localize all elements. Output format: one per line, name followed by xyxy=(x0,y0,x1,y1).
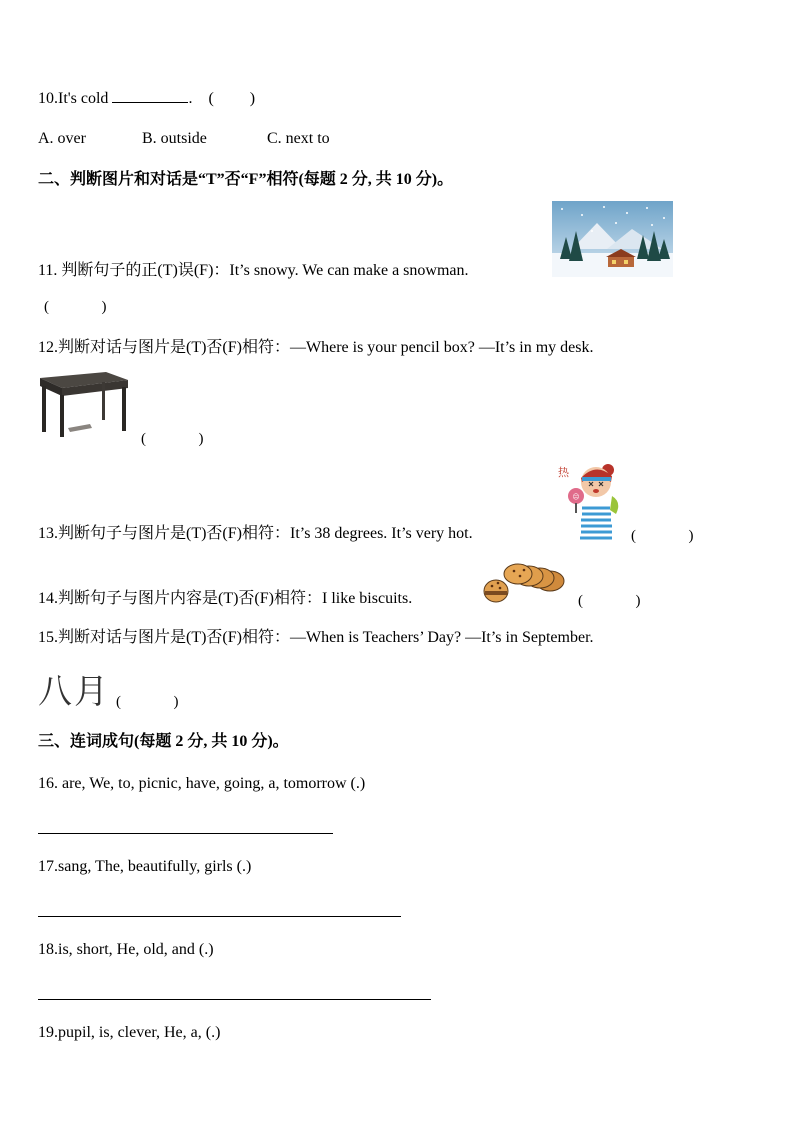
answer-line[interactable] xyxy=(38,999,431,1000)
section-2-title: 二、判断图片和对话是“T”否“F”相符(每题 2 分, 共 10 分)。 xyxy=(38,171,454,188)
question-10-options xyxy=(38,129,330,149)
question-12-text: 12.判断对话与图片是(T)否(F)相符：—Where is your pencil box? —It’s in my desk. xyxy=(38,339,594,356)
question-13-text: 13.判断句子与图片是(T)否(F)相符：It’s 38 degrees. It’s very hot. xyxy=(38,525,473,542)
question-18-text: 18.is, short, He, old, and (.) xyxy=(38,941,214,958)
option-a[interactable]: A. over xyxy=(38,130,86,147)
question-17-text: 17.sang, The, beautifully, girls (.) xyxy=(38,858,252,875)
desk-image xyxy=(38,368,130,438)
answer-paren[interactable]: ( ) xyxy=(44,299,107,315)
option-b[interactable]: B. outside xyxy=(142,130,207,147)
answer-paren[interactable]: ( ) xyxy=(141,431,204,447)
question-16-text: 16. are, We, to, picnic, have, going, a, tomorrow (.) xyxy=(38,775,366,792)
question-15-text: 15.判断对话与图片是(T)否(F)相符：—When is Teachers’ Day? —It’s in September. xyxy=(38,629,594,646)
answer-paren[interactable]: ( ) xyxy=(208,90,256,107)
answer-line[interactable] xyxy=(38,833,333,834)
answer-paren[interactable]: ( ) xyxy=(578,593,641,609)
answer-line[interactable] xyxy=(38,916,401,917)
snowy-scene-image xyxy=(552,201,673,277)
answer-paren[interactable]: ( ) xyxy=(631,528,694,544)
section-3-title: 三、连词成句(每题 2 分, 共 10 分)。 xyxy=(38,733,289,750)
august-image: 八月 xyxy=(38,672,110,712)
question-10-tail: . xyxy=(188,90,193,107)
option-c[interactable]: C. next to xyxy=(267,130,330,147)
answer-blank[interactable] xyxy=(112,88,188,103)
hot-girl-image xyxy=(556,460,626,542)
question-19-text: 19.pupil, is, clever, He, a, (.) xyxy=(38,1024,221,1041)
answer-paren[interactable]: ( ) xyxy=(116,694,179,710)
question-10-text: 10.It's cold xyxy=(38,90,109,107)
svg-text:☹: ☹ xyxy=(572,493,580,501)
biscuits-image xyxy=(482,561,566,607)
hot-label: 热 xyxy=(558,466,569,479)
question-10 xyxy=(38,88,255,109)
question-14-text: 14.判断句子与图片内容是(T)否(F)相符：I like biscuits. xyxy=(38,590,413,607)
question-11-text: 11. 判断句子的正(T)误(F)：It’s snowy. We can make a snowman. xyxy=(38,262,469,279)
